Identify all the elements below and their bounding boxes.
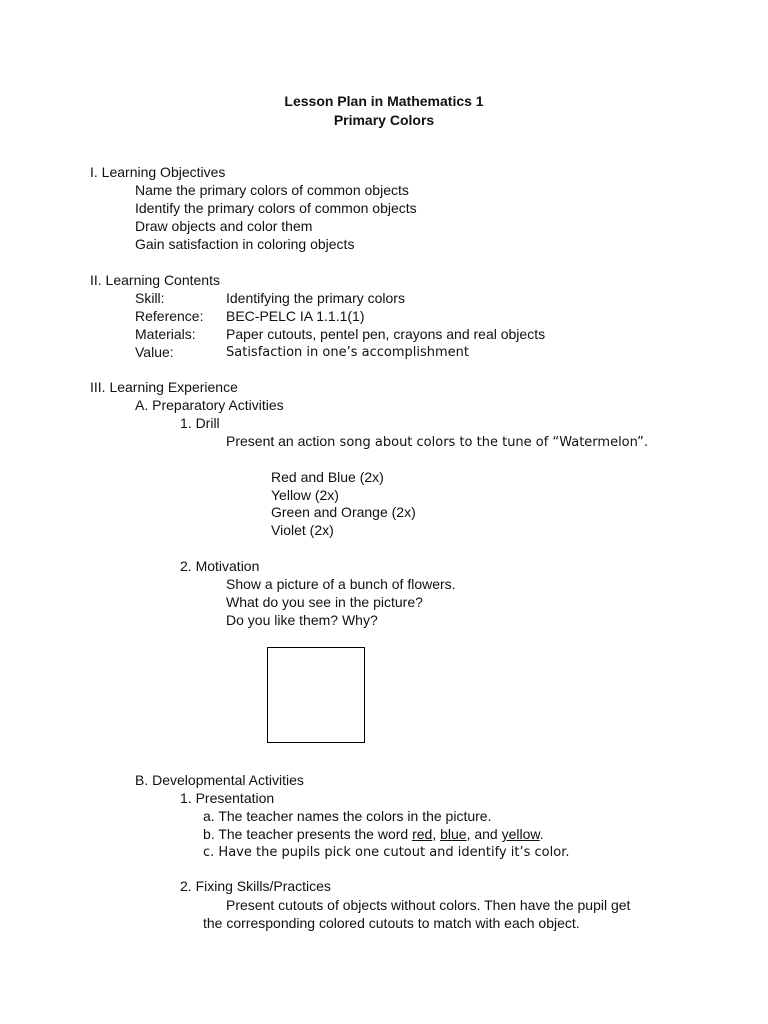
song-line: Red and Blue (2x)	[271, 469, 384, 485]
drill-instruction-part: Present an actio	[226, 433, 328, 449]
experience-heading: III. Learning Experience	[90, 379, 238, 395]
song-line: Violet (2x)	[271, 522, 334, 538]
presentation-item-b	[203, 826, 544, 843]
contents-value-materials: Paper cutouts, pentel pen, crayons and real objects	[226, 326, 546, 342]
word-yellow: yellow	[501, 826, 540, 842]
presentation-item-a: a. The teacher names the colors in the picture.	[203, 808, 492, 824]
contents-heading: II. Learning Contents	[90, 272, 220, 288]
fixing-heading: 2. Fixing Skills/Practices	[180, 878, 331, 894]
objective-item: Name the primary colors of common objects	[135, 182, 409, 198]
drill-instruction-part: n song about colors to the tune of “Watermelon”.	[327, 435, 649, 450]
objective-item: Draw objects and color them	[135, 218, 313, 234]
contents-label-reference: Reference:	[135, 308, 204, 324]
contents-value-skill: Identifying the primary colors	[226, 290, 405, 306]
preparatory-heading: A. Preparatory Activities	[135, 397, 284, 413]
presentation-heading: 1. Presentation	[180, 790, 275, 806]
presentation-b-prefix: b. The teacher presents the word	[203, 826, 413, 842]
fixing-line: the corresponding colored cutouts to match with each object.	[203, 915, 580, 931]
developmental-heading: B. Developmental Activities	[135, 772, 304, 788]
presentation-b-separator: ,	[432, 826, 441, 842]
presentation-b-end: .	[539, 826, 544, 842]
objective-item: Identify the primary colors of common objects	[135, 200, 417, 216]
drill-heading: 1. Drill	[180, 415, 220, 431]
contents-value-value: Satisfaction in one’s accomplishment	[226, 345, 470, 360]
objectives-heading: I. Learning Objectives	[90, 164, 226, 180]
word-red: red	[412, 826, 433, 842]
page-subtitle: Primary Colors	[333, 112, 435, 128]
presentation-b-separator: , and	[466, 826, 502, 842]
flowers-picture-placeholder	[267, 647, 365, 743]
fixing-line: Present cutouts of objects without colors. Then have the pupil get	[226, 897, 631, 913]
motivation-line: Show a picture of a bunch of flowers.	[226, 576, 456, 592]
contents-label-materials: Materials:	[135, 326, 196, 342]
word-blue: blue	[440, 826, 467, 842]
motivation-line: What do you see in the picture?	[226, 594, 423, 610]
contents-label-skill: Skill:	[135, 290, 165, 306]
contents-value-reference: BEC-PELC IA 1.1.1(1)	[226, 308, 365, 324]
song-line: Yellow (2x)	[271, 487, 339, 503]
motivation-line: Do you like them? Why?	[226, 612, 378, 628]
page-title: Lesson Plan in Mathematics 1	[284, 93, 484, 109]
contents-label-value: Value:	[135, 344, 174, 360]
song-line: Green and Orange (2x)	[271, 504, 416, 520]
drill-instruction	[226, 433, 648, 451]
motivation-heading: 2. Motivation	[180, 558, 260, 574]
presentation-item-c: c. Have the pupils pick one cutout and identify it’s color.	[203, 845, 570, 860]
objective-item: Gain satisfaction in coloring objects	[135, 236, 355, 252]
